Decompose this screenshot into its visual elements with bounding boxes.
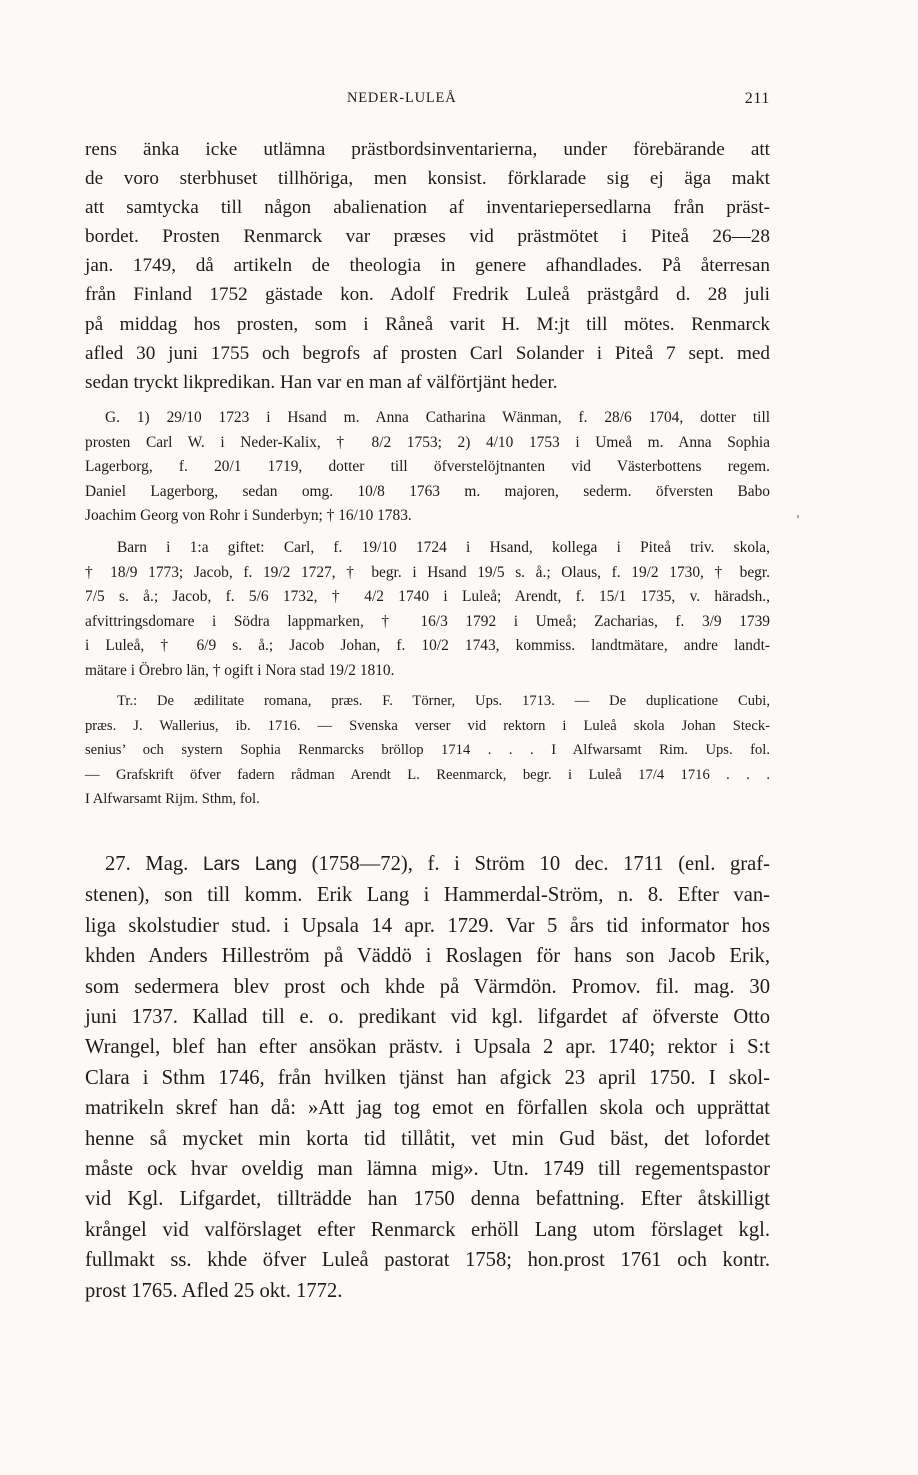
text-line: bordet. Prosten Renmarck var præses vid prästmötet i Piteå 26—28: [85, 226, 770, 248]
text-line: de voro sterbhuset tillhöriga, men konsist. förklarade sig ej äga makt: [85, 168, 770, 190]
running-head: NEDER-LULEÅ: [347, 90, 457, 106]
sources-paragraph: [85, 689, 770, 812]
page-header: [85, 90, 770, 114]
text-line: juni 1737. Kallad till e. o. predikant vid kgl. lifgardet af öfverste Otto: [85, 1006, 770, 1029]
text-line: vid Kgl. Lifgardet, tillträdde han 1750 denna befattning. Efter åtskilligt: [85, 1188, 770, 1211]
text-line: senius’ och systern Sophia Renmarcks bröllop 1714 . . . I Alfwarsamt Rim. Ups. fol.: [85, 742, 770, 758]
text-line: att samtycka till någon abalienation af inventariepersedlarna från präst-: [85, 197, 770, 219]
entry-name: Lars Lang: [202, 854, 297, 875]
entry-title: Mag.: [145, 853, 189, 875]
entry-first-line: [85, 849, 770, 880]
text-line: Barn i 1:a giftet: Carl, f. 19/10 1724 i Hsand, kollega i Piteå triv. skola,: [117, 539, 770, 556]
text-line: afvittringsdomare i Södra lappmarken, † 16/3 1792 i Umeå; Zacharias, f. 3/9 1739: [85, 612, 770, 630]
text-line: krångel vid valförslaget efter Renmarck erhöll Lang utom förslaget kgl.: [85, 1218, 770, 1241]
text-line: stenen), son till komm. Erik Lang i Hammerdal-Ström, n. 8. Efter van-: [85, 884, 770, 907]
text-line: † 18/9 1773; Jacob, f. 19/2 1727, † begr. i Hsand 19/5 s. å.; Olaus, f. 19/2 1730, † begr.: [85, 563, 770, 581]
text-line: liga skolstudier stud. i Upsala 14 apr. 1729. Var 5 års tid informator hos: [85, 914, 770, 937]
book-page: [85, 0, 770, 1475]
entry-dates: (1758—72), f. i Ström 10 dec. 1711 (enl. graf-: [311, 853, 771, 875]
text-line: Joachim Georg von Rohr i Sunderbyn; † 16/10 1783.: [85, 507, 412, 524]
biography-entry: [85, 849, 770, 1306]
page-number: 211: [744, 90, 770, 107]
text-line: jan. 1749, då artikeln de theologia in genere afhandlades. På återresan: [85, 255, 770, 277]
marriage-paragraph: [85, 406, 770, 529]
text-line: 7/5 s. å.; Jacob, f. 5/6 1732, † 4/2 1740 i Luleå; Arendt, f. 15/1 1735, v. häradsh.,: [85, 588, 770, 605]
text-line: i Luleå, † 6/9 s. å.; Jacob Johan, f. 10/2 1743, kommiss. landtmätare, andre landt-: [85, 637, 770, 654]
text-line: præs. J. Wallerius, ib. 1716. — Svenska verser vid rektorn i Luleå skola Johan Steck-: [85, 717, 770, 734]
text-line: rens änka icke utlämna prästbordsinventarierna, under förebärande att: [85, 139, 770, 160]
text-line: fullmakt ss. khde öfver Luleå pastorat 1758; hon.prost 1761 och kontr.: [85, 1249, 770, 1272]
text-line: G. 1) 29/10 1723 i Hsand m. Anna Catharina Wänman, f. 28/6 1704, dotter till: [105, 409, 770, 426]
text-line: som sedermera blev prost och khde på Värmdön. Promov. fil. mag. 30: [85, 975, 770, 998]
children-paragraph: [85, 536, 770, 683]
text-line: på middag hos prosten, som i Råneå varit H. M:jt till mötes. Renmarck: [85, 313, 770, 335]
text-line: sedan tryckt likpredikan. Han var en man af välförtjänt heder.: [85, 371, 558, 393]
text-line: khden Anders Hilleström på Väddö i Roslagen för hans son Jacob Erik,: [85, 945, 770, 968]
text-line: mätare i Örebro län, † ogift i Nora stad 19/2 1810.: [85, 661, 395, 679]
text-line: måste ock hvar oveldig man lämna mig». Utn. 1749 till regementspastor: [85, 1158, 770, 1181]
text-line: prost 1765. Afled 25 okt. 1772.: [85, 1279, 343, 1302]
margin-speck: [797, 515, 799, 518]
text-line: — Grafskrift öfver fadern rådman Arendt L. Reenmarck, begr. i Luleå 17/4 1716 . . .: [85, 766, 770, 783]
continued-paragraph: [85, 135, 770, 397]
text-line: Lagerborg, f. 20/1 1719, dotter till öfverstelöjtnanten vid Västerbottens regem.: [85, 458, 770, 475]
text-line: prosten Carl W. i Neder-Kalix, † 8/2 1753; 2) 4/10 1753 i Umeå m. Anna Sophia: [85, 433, 770, 451]
text-line: matrikeln skref han då: »Att jag tog emot en förfallen skola och upprättat: [85, 1097, 770, 1120]
text-line: Wrangel, blef han efter ansökan prästv. i Upsala 2 apr. 1740; rektor i S:t: [85, 1036, 770, 1059]
text-line: afled 30 juni 1755 och begrofs af prosten Carl Solander i Piteå 7 sept. med: [85, 342, 770, 364]
text-line: Clara i Sthm 1746, från hvilken tjänst han afgick 23 april 1750. I skol-: [85, 1066, 770, 1089]
text-line: Daniel Lagerborg, sedan omg. 10/8 1763 m. majoren, sederm. öfversten Babo: [85, 482, 770, 500]
text-line: henne så mycket min korta tid tillåtit, vet min Gud bäst, det lofordet: [85, 1127, 770, 1150]
text-line: från Finland 1752 gästade kon. Adolf Fredrik Luleå prästgård d. 28 juli: [85, 284, 770, 306]
text-line: I Alfwarsamt Rijm. Sthm, fol.: [85, 791, 260, 807]
entry-number: 27.: [105, 853, 131, 875]
text-line: Tr.: De ædilitate romana, præs. F. Törner, Ups. 1713. — De duplicatione Cubi,: [117, 693, 770, 709]
